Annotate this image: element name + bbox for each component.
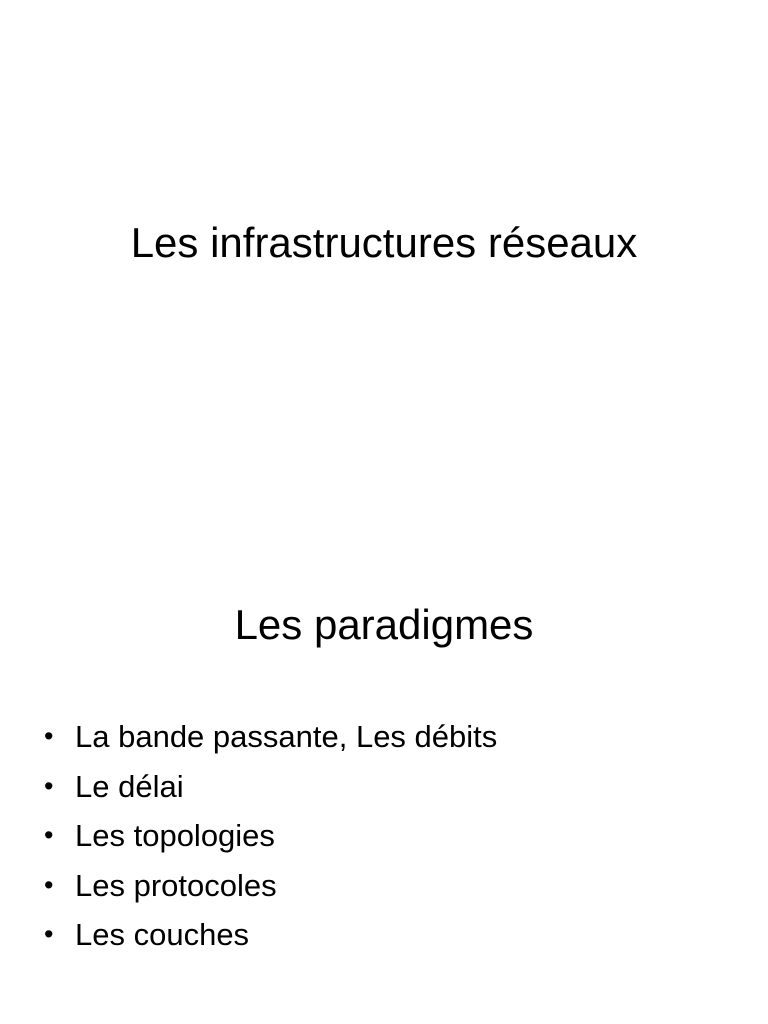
bullet-text: Les couches [75,917,250,952]
bullet-icon: • [44,721,54,751]
bullet-text: La bande passante, Les débits [75,719,498,754]
slide-2 [0,512,768,1024]
bullet-icon: • [44,770,54,801]
bullet-text: Les topologies [75,818,275,853]
slide-title: Les paradigmes [234,601,534,648]
bullet-text: Les protocoles [75,867,277,903]
bullet-text: Le délai [75,768,184,804]
bullet-icon: • [44,919,54,949]
slide-title: Les infrastructures réseaux [130,219,638,266]
bullet-icon: • [44,820,54,850]
bullet-icon: • [44,869,54,900]
